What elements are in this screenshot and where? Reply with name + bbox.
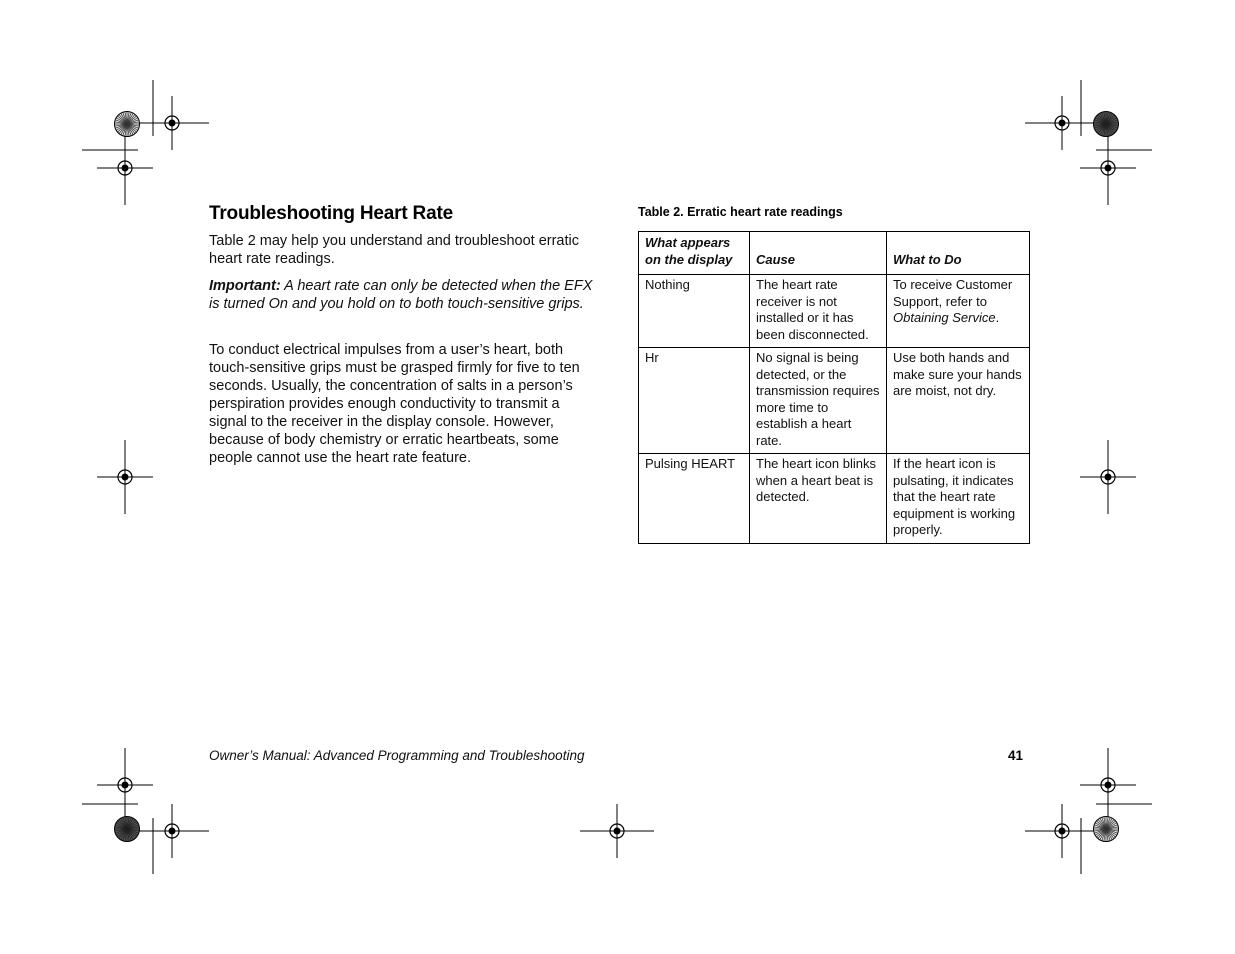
cell-todo [887,275,1030,348]
cell-display: Hr [639,348,750,454]
cell-display: Nothing [639,275,750,348]
footer-title: Owner’s Manual: Advanced Programming and Troubleshooting [209,748,585,763]
cell-todo: If the heart icon is pulsating, it indicates that the heart rate equipment is working properly. [887,454,1030,544]
intro-paragraph: Table 2 may help you understand and troubleshoot erratic heart rate readings. [209,233,579,267]
important-note [209,277,599,313]
todo-prefix: To receive Customer Support, refer to [893,277,1013,309]
important-text: A heart rate can only be detected when the EFX is turned On and you hold on to both touch-sensitive grips. [209,278,593,312]
body-paragraph: To conduct electrical impulses from a user’s heart, both touch-sensitive grips must be grasped firmly for five to ten seconds. Usually, the concentration of salts in a person’s perspiration provides enough conductivity to transmit a signal to the receiver in the display console. However, because of body chemistry or erratic heartbeats, some people cannot use the heart rate feature. [209,342,580,466]
crosshair-circle-icon [1080,440,1136,514]
header-display: What appears on the display [639,232,750,275]
header-cause: Cause [750,232,887,275]
crosshair-circle-icon [1080,748,1136,822]
crosshair-circle-icon [1025,96,1099,150]
page-number: 41 [1008,748,1024,763]
important-label: Important: [209,278,281,294]
cell-cause: No signal is being detected, or the transmission requires more time to establish a heart rate. [750,348,887,454]
table-header-row [639,232,1030,275]
crosshair-circle-icon [1080,131,1136,205]
crosshair-circle-icon [97,440,153,514]
page-heading: Troubleshooting Heart Rate [209,203,453,224]
crosshair-circle-icon [135,804,209,858]
cell-display: Pulsing HEART [639,454,750,544]
crosshair-circle-icon [580,804,654,858]
radial-starburst-icon [1094,112,1119,137]
todo-suffix: . [995,310,1000,325]
cell-cause: The heart icon blinks when a heart beat is detected. [750,454,887,544]
crosshair-circle-icon [1025,804,1099,858]
cell-cause: The heart rate receiver is not installed or it has been disconnected. [750,275,887,348]
crosshair-circle-icon [135,96,209,150]
crosshair-circle-icon [97,748,153,822]
table-caption: Table 2. Erratic heart rate readings [638,205,843,219]
table-row [639,275,1030,348]
obtaining-service-ref: Obtaining Service [893,310,996,325]
header-todo: What to Do [887,232,1030,275]
radial-starburst-icon [115,817,140,842]
table-row [639,348,1030,454]
radial-starburst-icon [115,112,140,137]
radial-starburst-icon [1094,817,1119,842]
table-row [639,454,1030,544]
cell-todo: Use both hands and make sure your hands are moist, not dry. [887,348,1030,454]
crosshair-circle-icon [97,131,153,205]
troubleshooting-table [638,231,1030,544]
